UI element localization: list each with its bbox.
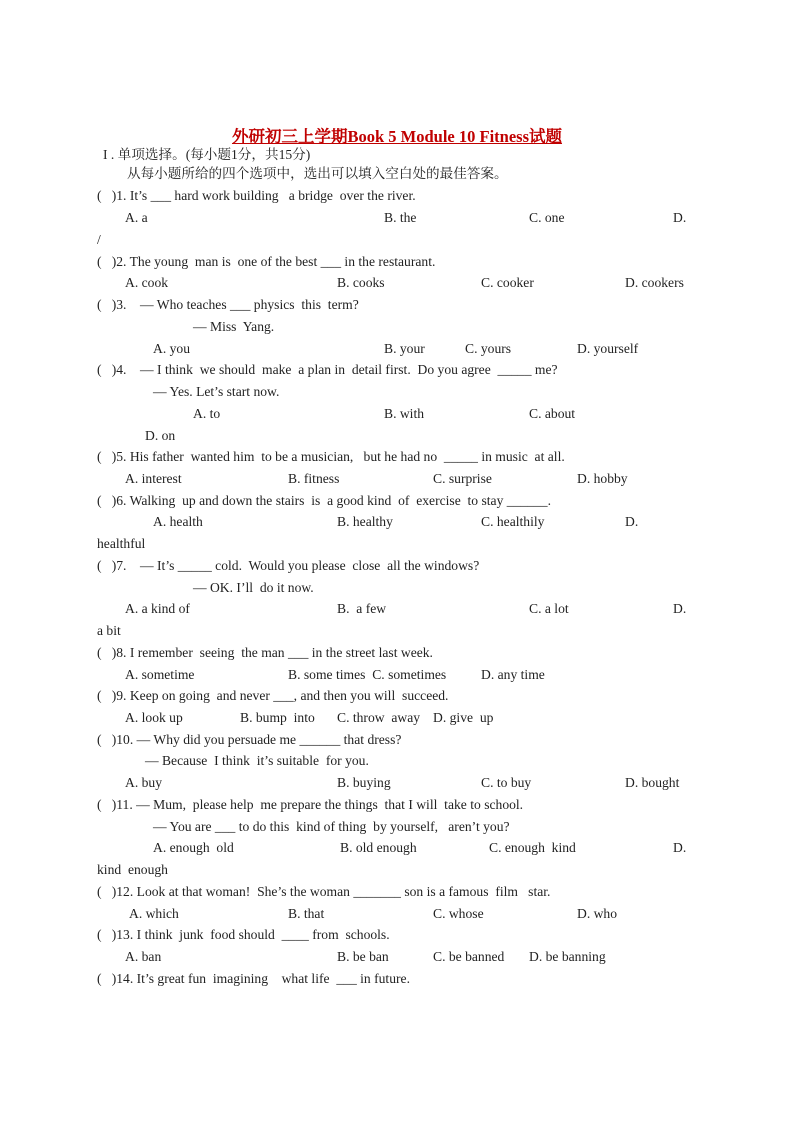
q2-option-a: A. cook [125,275,169,290]
q5-option-b: B. fitness [288,471,340,486]
question-1: ( )1. It’s ___ hard work building a bridge over the river. [97,188,416,203]
q7-option-d: D. [673,601,687,616]
q1-option-d-cont: / [97,232,101,247]
q2-option-b: B. cooks [337,275,385,290]
q10-option-c: C. to buy [481,775,532,790]
q6-option-b: B. healthy [337,514,393,529]
q11-option-d: D. [673,840,687,855]
q6-option-d-cont: healthful [97,536,146,551]
question-2: ( )2. The young man is one of the best ___ in the restaurant. [97,254,436,269]
q1-option-b: B. the [384,210,417,225]
q13-option-c: C. be banned [433,949,505,964]
q3-option-c: C. yours [465,341,512,356]
q11-option-c: C. enough kind [489,840,576,855]
q6-option-d: D. [625,514,639,529]
q3-option-b: B. your [384,341,425,356]
q4-option-d: D. on [145,428,176,443]
q7-option-b: B. a few [337,601,387,616]
q7-option-a: A. a kind of [125,601,190,616]
q7-option-c: C. a lot [529,601,569,616]
q10-option-d: D. bought [625,775,680,790]
q5-option-a: A. interest [125,471,182,486]
q13-option-b: B. be ban [337,949,389,964]
q1-option-d: D. [673,210,687,225]
question-7: ( )7. — It’s _____ cold. Would you please close all the windows? [97,558,480,573]
question-4: ( )4. — I think we should make a plan in detail first. Do you agree _____ me? [97,362,558,377]
question-9: ( )9. Keep on going and never ___, and then you will succeed. [97,688,449,703]
q2-option-d: D. cookers [625,275,684,290]
q9-option-c: C. throw away [337,710,421,725]
q10-option-b: B. buying [337,775,391,790]
q1-option-c: C. one [529,210,565,225]
q9-option-d: D. give up [433,710,494,725]
q12-option-d: D. who [577,906,618,921]
q12-option-b: B. that [288,906,325,921]
q3-option-d: D. yourself [577,341,639,356]
document-title: 外研初三上学期Book 5 Module 10 Fitness试题 [231,127,563,146]
q11-option-a: A. enough old [153,840,234,855]
question-11: ( )11. — Mum, please help me prepare the things that I will take to school. [97,797,524,812]
q10-option-a: A. buy [125,775,163,790]
q4-option-c: C. about [529,406,576,421]
q5-option-c: C. surprise [433,471,492,486]
q5-option-d: D. hobby [577,471,628,486]
q1-option-a: A. a [125,210,148,225]
section-instruction: 从每小题所给的四个选项中，选出可以填入空白处的最佳答案。 [127,166,508,181]
q8-option-a: A. sometime [125,667,195,682]
q8-option-bc: B. some times C. sometimes [288,667,447,682]
question-12: ( )12. Look at that woman! She’s the woman _______ son is a famous film star. [97,884,551,899]
q6-option-c: C. healthily [481,514,545,529]
q12-option-a: A. which [129,906,179,921]
q11-option-d-cont: kind enough [97,862,168,877]
q6-option-a: A. health [153,514,203,529]
question-10: ( )10. — Why did you persuade me ______ that dress? [97,732,402,747]
q13-option-d: D. be banning [529,949,606,964]
q11-option-b: B. old enough [340,840,417,855]
section-heading: I . 单项选择。(每小题1分，共15分) [103,147,311,162]
q7-response: — OK. I’ll do it now. [193,580,314,595]
q9-option-a: A. look up [125,710,183,725]
q9-option-b: B. bump into [240,710,315,725]
q2-option-c: C. cooker [481,275,534,290]
question-3: ( )3. — Who teaches ___ physics this term? [97,297,359,312]
q7-option-d-cont: a bit [97,623,121,638]
question-6: ( )6. Walking up and down the stairs is a good kind of exercise to stay ______. [97,493,551,508]
q4-option-a: A. to [193,406,221,421]
q3-response: — Miss Yang. [193,319,275,334]
q10-response: — Because I think it’s suitable for you. [145,753,369,768]
q11-response: — You are ___ to do this kind of thing by yourself, aren’t you? [153,819,510,834]
q4-option-b: B. with [384,406,425,421]
q13-option-a: A. ban [125,949,162,964]
q12-option-c: C. whose [433,906,484,921]
question-13: ( )13. I think junk food should ____ from schools. [97,927,390,942]
question-5: ( )5. His father wanted him to be a musician, but he had no _____ in music at all. [97,449,565,464]
question-8: ( )8. I remember seeing the man ___ in the street last week. [97,645,433,660]
question-14: ( )14. It’s great fun imagining what life ___ in future. [97,971,410,986]
q8-option-d: D. any time [481,667,545,682]
q4-response: — Yes. Let’s start now. [153,384,280,399]
q3-option-a: A. you [153,341,191,356]
